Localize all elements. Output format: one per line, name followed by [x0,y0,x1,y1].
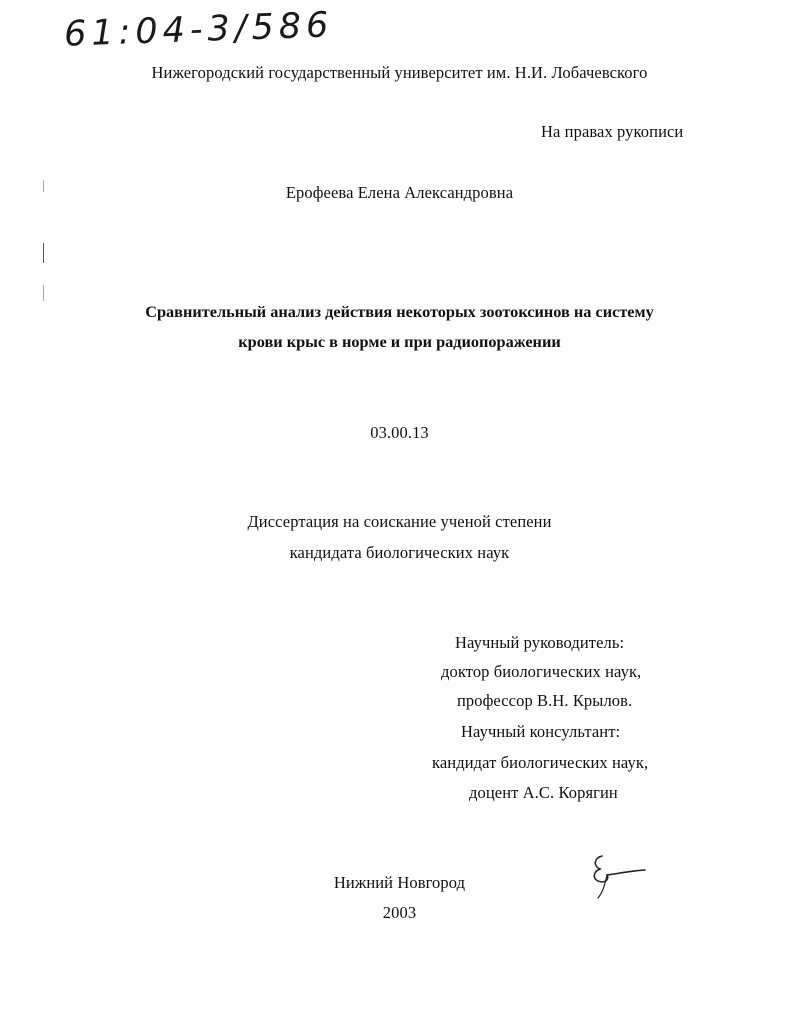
signature-mark [585,848,655,903]
scan-margin-mark [43,285,44,301]
dissertation-type-line-1: Диссертация на соискание ученой степени [247,512,552,531]
scan-margin-mark [43,243,44,263]
city: Нижний Новгород [333,873,466,892]
consultant-label: Научный консультант: [461,722,621,741]
year: 2003 [382,903,417,922]
manuscript-rights-note: На правах рукописи [541,122,684,141]
dissertation-title-line-2: крови крыс в норме и при радиопоражении [238,332,561,351]
specialty-code: 03.00.13 [370,423,429,442]
supervisor-name: профессор В.Н. Крылов. [457,691,633,710]
supervisor-label: Научный руководитель: [455,633,625,652]
consultant-degree: кандидат биологических наук, [432,753,649,772]
consultant-name: доцент А.С. Корягин [469,783,618,802]
university-name: Нижегородский государственный университет им. Н.И. Лобачевского [151,63,648,82]
dissertation-title-line-1: Сравнительный анализ действия некоторых зоотоксинов на систему [145,302,654,321]
scan-margin-mark [43,180,44,192]
handwritten-archive-number: 61:04-3/586 [63,5,334,55]
supervisor-degree: доктор биологических наук, [441,662,642,681]
dissertation-type-line-2: кандидата биологических наук [289,543,510,562]
author-name: Ерофеева Елена Александровна [285,183,514,202]
